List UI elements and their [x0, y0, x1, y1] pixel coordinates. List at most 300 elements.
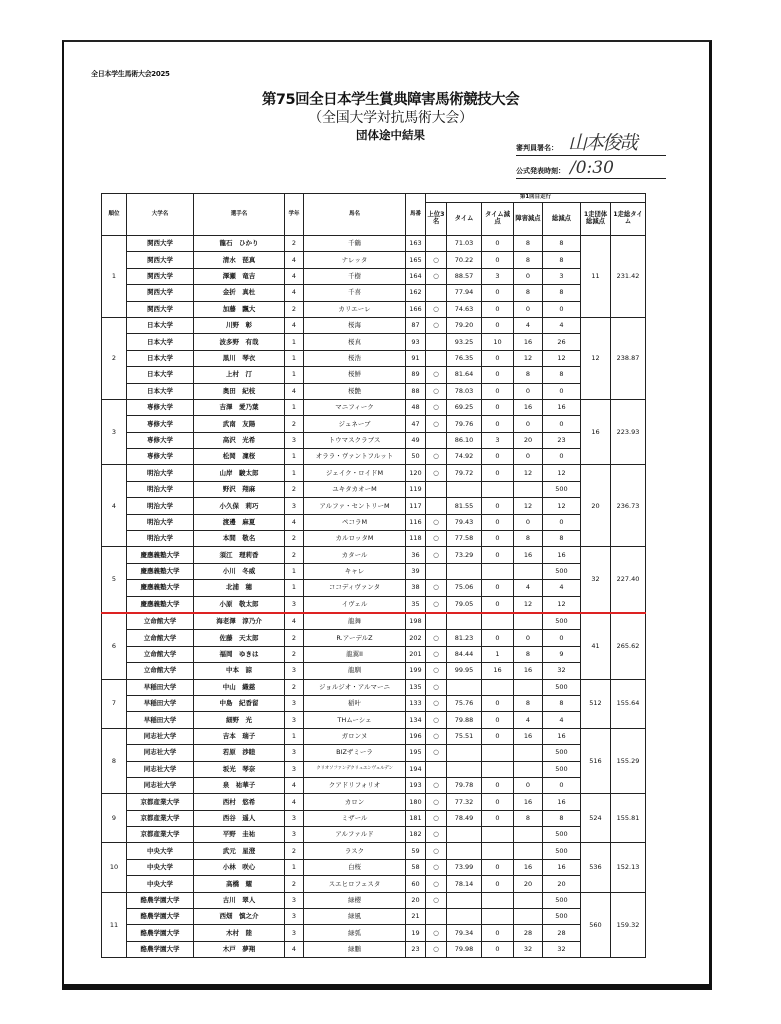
top3-cell: ○ — [426, 449, 447, 465]
rider-cell: 泉 祐華子 — [194, 777, 285, 793]
university-cell: 専修大学 — [127, 416, 194, 432]
university-cell: 中央大学 — [127, 876, 194, 892]
year-cell: 4 — [285, 794, 304, 810]
year-cell: 1 — [285, 334, 304, 350]
total-penalty-cell: 500 — [543, 481, 581, 497]
top3-cell: ○ — [426, 301, 447, 317]
time-penalty-cell: 10 — [482, 334, 514, 350]
total-penalty-cell: 8 — [543, 285, 581, 301]
table-row — [102, 531, 646, 547]
rider-cell: 木村 陸 — [194, 925, 285, 941]
rider-cell: 小川 冬威 — [194, 563, 285, 579]
rider-cell: 佐藤 天太郎 — [194, 630, 285, 646]
organization-label: 全日本学生馬術大会2025 — [91, 70, 170, 78]
rider-cell: 加藤 飄大 — [194, 301, 285, 317]
time-penalty-cell: 0 — [482, 285, 514, 301]
announce-time-field — [516, 160, 666, 179]
obstacle-penalty-cell: 4 — [514, 317, 543, 333]
total-penalty-cell: 4 — [543, 580, 581, 596]
rider-cell: 波多野 有哉 — [194, 334, 285, 350]
obstacle-penalty-cell: 32 — [514, 941, 543, 957]
university-cell: 関西大学 — [127, 285, 194, 301]
year-cell: 3 — [285, 695, 304, 711]
table-row — [102, 777, 646, 793]
top3-cell — [426, 498, 447, 514]
time-cell: 79.98 — [447, 941, 482, 957]
horse-no-cell: 116 — [406, 514, 426, 530]
horse-cell: ミザール — [304, 810, 406, 826]
top3-cell: ○ — [426, 596, 447, 613]
top3-cell: ○ — [426, 859, 447, 875]
team-total-time-cell: 265.62 — [611, 613, 646, 679]
time-cell: 78.49 — [447, 810, 482, 826]
horse-cell: ジュネーブ — [304, 416, 406, 432]
horse-cell: 緑櫻 — [304, 892, 406, 908]
time-penalty-cell — [482, 563, 514, 579]
time-cell: 81.55 — [447, 498, 482, 514]
top3-cell — [426, 481, 447, 497]
university-cell: 明治大学 — [127, 531, 194, 547]
table-row — [102, 449, 646, 465]
time-penalty-cell — [482, 481, 514, 497]
university-cell: 立命館大学 — [127, 663, 194, 679]
year-cell: 2 — [285, 301, 304, 317]
university-cell: 日本大学 — [127, 317, 194, 333]
obstacle-penalty-cell: 16 — [514, 547, 543, 563]
obstacle-penalty-cell: 0 — [514, 777, 543, 793]
judge-signature-label: 審判員署名： — [516, 144, 558, 152]
rider-cell: 清水 琵真 — [194, 252, 285, 268]
time-cell: 75.06 — [447, 580, 482, 596]
horse-cell: イヴェル — [304, 596, 406, 613]
horse-no-cell: 58 — [406, 859, 426, 875]
time-cell — [447, 827, 482, 843]
university-cell: 同志社大学 — [127, 777, 194, 793]
results-table — [101, 193, 646, 958]
total-penalty-cell: 16 — [543, 794, 581, 810]
horse-cell: ナレッタ — [304, 252, 406, 268]
table-row — [102, 679, 646, 695]
horse-no-cell: 166 — [406, 301, 426, 317]
total-penalty-cell: 32 — [543, 663, 581, 679]
top3-cell: ○ — [426, 317, 447, 333]
table-row — [102, 334, 646, 350]
rider-cell: 西村 悠希 — [194, 794, 285, 810]
header-obstacle-penalty: 障害減点 — [514, 203, 543, 236]
university-cell: 早稲田大学 — [127, 695, 194, 711]
time-cell: 73.29 — [447, 547, 482, 563]
horse-no-cell: 199 — [406, 663, 426, 679]
university-cell: 明治大学 — [127, 514, 194, 530]
year-cell: 4 — [285, 285, 304, 301]
time-cell: 74.92 — [447, 449, 482, 465]
obstacle-penalty-cell: 20 — [514, 876, 543, 892]
table-row — [102, 613, 646, 630]
horse-no-cell: 49 — [406, 432, 426, 448]
rider-cell: 本間 敬名 — [194, 531, 285, 547]
header-horse: 馬名 — [304, 194, 406, 236]
horse-no-cell: 164 — [406, 268, 426, 284]
horse-no-cell: 50 — [406, 449, 426, 465]
top3-cell — [426, 563, 447, 579]
rank-cell: 5 — [102, 547, 127, 613]
total-penalty-cell: 500 — [543, 613, 581, 630]
team-total-penalty-cell: 20 — [581, 465, 611, 547]
horse-cell: 龍翼II — [304, 646, 406, 662]
obstacle-penalty-cell: 0 — [514, 383, 543, 399]
rider-cell: 若原 渉睦 — [194, 745, 285, 761]
time-cell: 76.35 — [447, 350, 482, 366]
horse-cell: BIZザミーラ — [304, 745, 406, 761]
obstacle-penalty-cell: 16 — [514, 663, 543, 679]
horse-no-cell: 87 — [406, 317, 426, 333]
table-row — [102, 383, 646, 399]
team-total-time-cell: 223.93 — [611, 399, 646, 465]
time-penalty-cell: 0 — [482, 712, 514, 728]
time-cell — [447, 679, 482, 695]
table-row — [102, 547, 646, 563]
year-cell: 4 — [285, 941, 304, 957]
horse-no-cell: 201 — [406, 646, 426, 662]
horse-cell: オララ・ヴァントフルット — [304, 449, 406, 465]
university-cell: 専修大学 — [127, 399, 194, 415]
total-penalty-cell: 20 — [543, 876, 581, 892]
year-cell: 4 — [285, 268, 304, 284]
time-penalty-cell: 3 — [482, 268, 514, 284]
rider-cell: 小林 咲心 — [194, 859, 285, 875]
total-penalty-cell: 500 — [543, 761, 581, 777]
year-cell: 4 — [285, 252, 304, 268]
total-penalty-cell: 8 — [543, 531, 581, 547]
horse-no-cell: 117 — [406, 498, 426, 514]
judge-signature: 山本俊哉 — [568, 132, 637, 154]
year-cell: 4 — [285, 777, 304, 793]
year-cell: 3 — [285, 596, 304, 613]
time-cell — [447, 481, 482, 497]
horse-cell: クアドリフォリオ — [304, 777, 406, 793]
time-cell: 79.88 — [447, 712, 482, 728]
horse-cell: クリオソファンデクリュエンヴェルデン — [304, 761, 406, 777]
team-total-penalty-cell: 524 — [581, 794, 611, 843]
rank-cell: 10 — [102, 843, 127, 892]
total-penalty-cell: 9 — [543, 646, 581, 662]
total-penalty-cell: 26 — [543, 334, 581, 350]
top3-cell: ○ — [426, 679, 447, 695]
horse-no-cell: 23 — [406, 941, 426, 957]
horse-cell: ジョルジオ・アルマーニ — [304, 679, 406, 695]
table-row — [102, 843, 646, 859]
horse-no-cell: 182 — [406, 827, 426, 843]
table-row — [102, 909, 646, 925]
top3-cell: ○ — [426, 892, 447, 908]
year-cell: 2 — [285, 531, 304, 547]
table-row — [102, 712, 646, 728]
top3-cell: ○ — [426, 465, 447, 481]
header-team-total-time: 1走総タイム — [611, 203, 646, 236]
horse-cell: カリエーレ — [304, 301, 406, 317]
year-cell: 2 — [285, 630, 304, 646]
time-penalty-cell: 0 — [482, 350, 514, 366]
obstacle-penalty-cell: 12 — [514, 465, 543, 481]
time-penalty-cell — [482, 892, 514, 908]
table-row — [102, 859, 646, 875]
horse-cell: トウマスクラブス — [304, 432, 406, 448]
team-total-time-cell: 159.32 — [611, 892, 646, 958]
rank-cell: 1 — [102, 236, 127, 318]
rank-cell: 8 — [102, 728, 127, 794]
year-cell: 2 — [285, 876, 304, 892]
total-penalty-cell: 0 — [543, 301, 581, 317]
header-rank: 順位 — [102, 194, 127, 236]
top3-cell: ○ — [426, 876, 447, 892]
obstacle-penalty-cell — [514, 613, 543, 630]
obstacle-penalty-cell — [514, 563, 543, 579]
horse-cell: 龍舞 — [304, 613, 406, 630]
obstacle-penalty-cell: 16 — [514, 859, 543, 875]
horse-cell: 緑弧 — [304, 925, 406, 941]
total-penalty-cell: 28 — [543, 925, 581, 941]
university-cell: 慶應義塾大学 — [127, 563, 194, 579]
horse-cell: R.アーデルZ — [304, 630, 406, 646]
obstacle-penalty-cell — [514, 843, 543, 859]
time-penalty-cell: 0 — [482, 794, 514, 810]
announce-time-label: 公式発表時刻： — [516, 167, 565, 175]
time-penalty-cell: 0 — [482, 547, 514, 563]
results-heading: 団体途中結果 — [356, 128, 425, 142]
rider-cell: 須江 理莉香 — [194, 547, 285, 563]
horse-no-cell: 47 — [406, 416, 426, 432]
horse-cell: THムーシェ — [304, 712, 406, 728]
table-row — [102, 794, 646, 810]
total-penalty-cell: 16 — [543, 859, 581, 875]
horse-no-cell: 91 — [406, 350, 426, 366]
horse-cell: ガロンヌ — [304, 728, 406, 744]
table-row — [102, 745, 646, 761]
total-penalty-cell: 500 — [543, 909, 581, 925]
obstacle-penalty-cell: 8 — [514, 367, 543, 383]
university-cell: 専修大学 — [127, 432, 194, 448]
horse-no-cell: 118 — [406, 531, 426, 547]
rider-cell: 高橋 耀 — [194, 876, 285, 892]
header-top3: 上位3名 — [426, 203, 447, 236]
horse-cell: カタール — [304, 547, 406, 563]
total-penalty-cell: 3 — [543, 268, 581, 284]
obstacle-penalty-cell: 0 — [514, 514, 543, 530]
obstacle-penalty-cell — [514, 761, 543, 777]
university-cell: 立命館大学 — [127, 613, 194, 630]
table-row — [102, 350, 646, 366]
obstacle-penalty-cell: 12 — [514, 350, 543, 366]
university-cell: 日本大学 — [127, 350, 194, 366]
rank-cell: 2 — [102, 317, 127, 399]
obstacle-penalty-cell: 16 — [514, 399, 543, 415]
year-cell: 3 — [285, 761, 304, 777]
top3-cell: ○ — [426, 843, 447, 859]
total-penalty-cell: 500 — [543, 892, 581, 908]
time-penalty-cell — [482, 761, 514, 777]
year-cell: 2 — [285, 481, 304, 497]
horse-no-cell: 19 — [406, 925, 426, 941]
year-cell: 2 — [285, 236, 304, 252]
top3-cell: ○ — [426, 367, 447, 383]
table-row — [102, 317, 646, 333]
time-cell: 81.64 — [447, 367, 482, 383]
university-cell: 酪農学園大学 — [127, 892, 194, 908]
time-cell: 99.95 — [447, 663, 482, 679]
time-penalty-cell: 1 — [482, 646, 514, 662]
rider-cell: 坂光 琴奈 — [194, 761, 285, 777]
obstacle-penalty-cell: 12 — [514, 498, 543, 514]
horse-no-cell: 162 — [406, 285, 426, 301]
time-cell: 77.58 — [447, 531, 482, 547]
obstacle-penalty-cell: 16 — [514, 794, 543, 810]
year-cell: 4 — [285, 383, 304, 399]
time-penalty-cell: 0 — [482, 449, 514, 465]
header-year: 学年 — [285, 194, 304, 236]
rider-cell: 武南 友陽 — [194, 416, 285, 432]
obstacle-penalty-cell: 8 — [514, 695, 543, 711]
university-cell: 早稲田大学 — [127, 679, 194, 695]
table-row — [102, 761, 646, 777]
time-penalty-cell — [482, 827, 514, 843]
top3-cell: ○ — [426, 712, 447, 728]
time-cell: 78.14 — [447, 876, 482, 892]
obstacle-penalty-cell: 8 — [514, 646, 543, 662]
table-row — [102, 498, 646, 514]
obstacle-penalty-cell — [514, 909, 543, 925]
rider-cell: 武元 星澄 — [194, 843, 285, 859]
rider-cell: 吉本 瑞子 — [194, 728, 285, 744]
university-cell: 日本大学 — [127, 334, 194, 350]
obstacle-penalty-cell: 8 — [514, 810, 543, 826]
top3-cell: ○ — [426, 416, 447, 432]
university-cell: 酪農学園大学 — [127, 941, 194, 957]
horse-cell: 千喜 — [304, 285, 406, 301]
year-cell: 3 — [285, 432, 304, 448]
horse-cell: 緑鵬 — [304, 941, 406, 957]
year-cell: 2 — [285, 843, 304, 859]
team-total-penalty-cell: 12 — [581, 317, 611, 399]
rider-cell: 野沢 翔麻 — [194, 481, 285, 497]
time-cell: 77.94 — [447, 285, 482, 301]
top3-cell: ○ — [426, 745, 447, 761]
horse-no-cell: 120 — [406, 465, 426, 481]
horse-no-cell: 88 — [406, 383, 426, 399]
total-penalty-cell: 500 — [543, 827, 581, 843]
table-row — [102, 432, 646, 448]
horse-no-cell: 59 — [406, 843, 426, 859]
rider-cell: 川野 彰 — [194, 317, 285, 333]
top3-cell: ○ — [426, 663, 447, 679]
rider-cell: 上村 汀 — [194, 367, 285, 383]
team-total-time-cell: 227.40 — [611, 547, 646, 613]
university-cell: 早稲田大学 — [127, 712, 194, 728]
horse-cell: 桜浩 — [304, 350, 406, 366]
total-penalty-cell: 500 — [543, 843, 581, 859]
university-cell: 日本大学 — [127, 367, 194, 383]
time-penalty-cell: 0 — [482, 301, 514, 317]
horse-cell: カロン — [304, 794, 406, 810]
time-cell — [447, 745, 482, 761]
table-row — [102, 481, 646, 497]
obstacle-penalty-cell: 20 — [514, 432, 543, 448]
time-penalty-cell: 0 — [482, 876, 514, 892]
university-cell: 同志社大学 — [127, 728, 194, 744]
horse-cell: アルファ・セントリーM — [304, 498, 406, 514]
total-penalty-cell: 500 — [543, 563, 581, 579]
total-penalty-cell: 32 — [543, 941, 581, 957]
header-first-round: 第1回目走行 — [426, 194, 646, 203]
header-team-total-penalty: 1走団体総減点 — [581, 203, 611, 236]
table-row — [102, 514, 646, 530]
time-cell — [447, 909, 482, 925]
university-cell: 酪農学園大学 — [127, 925, 194, 941]
team-total-penalty-cell: 32 — [581, 547, 611, 613]
horse-no-cell: 89 — [406, 367, 426, 383]
university-cell: 京都産業大学 — [127, 810, 194, 826]
obstacle-penalty-cell: 4 — [514, 712, 543, 728]
obstacle-penalty-cell — [514, 827, 543, 843]
horse-no-cell: 135 — [406, 679, 426, 695]
table-row — [102, 399, 646, 415]
year-cell: 4 — [285, 613, 304, 630]
rider-cell: 奥田 紀枝 — [194, 383, 285, 399]
year-cell: 1 — [285, 728, 304, 744]
time-cell: 79.76 — [447, 416, 482, 432]
obstacle-penalty-cell — [514, 679, 543, 695]
horse-cell: 稲叶 — [304, 695, 406, 711]
total-penalty-cell: 16 — [543, 547, 581, 563]
time-penalty-cell: 0 — [482, 925, 514, 941]
horse-cell: ココディヴァンタ — [304, 580, 406, 596]
university-cell: 関西大学 — [127, 236, 194, 252]
university-cell: 酪農学園大学 — [127, 909, 194, 925]
horse-cell: マニフィーク — [304, 399, 406, 415]
obstacle-penalty-cell: 12 — [514, 596, 543, 613]
horse-cell: ユキタカオーM — [304, 481, 406, 497]
year-cell: 2 — [285, 679, 304, 695]
table-row — [102, 416, 646, 432]
horse-cell: キャレ — [304, 563, 406, 579]
team-total-time-cell: 155.64 — [611, 679, 646, 728]
total-penalty-cell: 16 — [543, 728, 581, 744]
time-penalty-cell: 0 — [482, 399, 514, 415]
university-cell: 明治大学 — [127, 465, 194, 481]
obstacle-penalty-cell: 0 — [514, 268, 543, 284]
rider-cell: 平野 圭祐 — [194, 827, 285, 843]
time-penalty-cell: 0 — [482, 498, 514, 514]
rider-cell: 金折 真杜 — [194, 285, 285, 301]
obstacle-penalty-cell: 8 — [514, 285, 543, 301]
horse-no-cell: 38 — [406, 580, 426, 596]
year-cell: 3 — [285, 810, 304, 826]
university-cell: 明治大学 — [127, 498, 194, 514]
time-penalty-cell: 0 — [482, 695, 514, 711]
rider-cell: 渡邊 麻夏 — [194, 514, 285, 530]
total-penalty-cell: 500 — [543, 745, 581, 761]
total-penalty-cell: 12 — [543, 498, 581, 514]
rank-cell: 4 — [102, 465, 127, 547]
document-subtitle: （全国大学対抗馬術大会） — [308, 110, 473, 126]
horse-no-cell: 20 — [406, 892, 426, 908]
header-rider: 選手名 — [194, 194, 285, 236]
horse-no-cell: 133 — [406, 695, 426, 711]
university-cell: 慶應義塾大学 — [127, 596, 194, 613]
rider-cell: 西畑 慎之介 — [194, 909, 285, 925]
time-penalty-cell: 0 — [482, 630, 514, 646]
time-penalty-cell — [482, 909, 514, 925]
horse-no-cell: 48 — [406, 399, 426, 415]
